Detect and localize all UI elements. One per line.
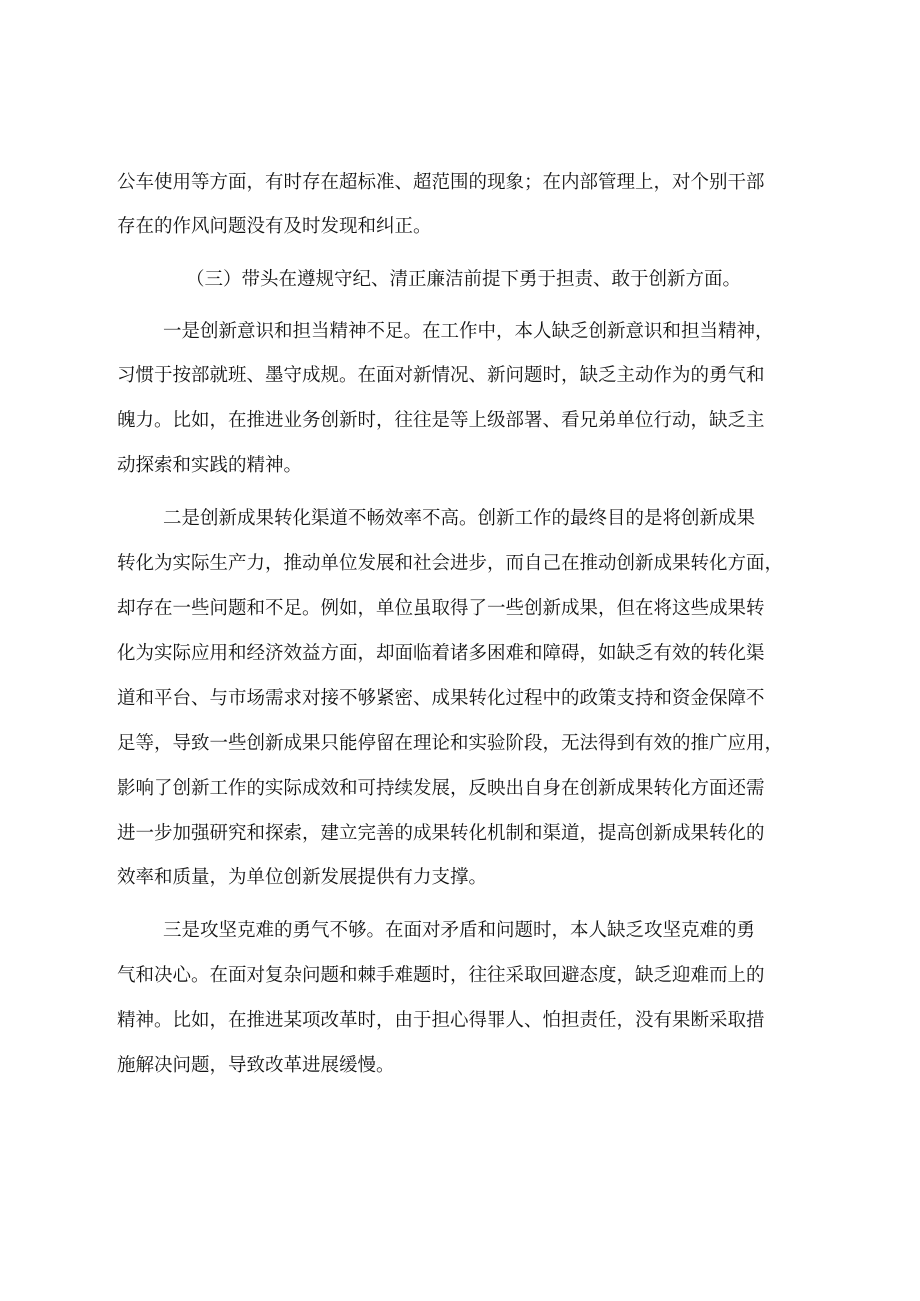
text-line: 存在的作风问题没有及时发现和纠正。 xyxy=(117,216,432,237)
text-line: 动探索和实践的精神。 xyxy=(117,455,303,476)
text-line: 精神。比如，在推进某项改革时，由于担心得罪人、怕担责任，没有果断采取措 xyxy=(117,1010,765,1031)
text-line: 却存在一些问题和不足。例如，单位虽取得了一些创新成果，但在将这些成果转 xyxy=(117,598,765,619)
paragraph-first-line: 二是创新成果转化渠道不畅效率不高。创新工作的最终目的是将创新成果 xyxy=(163,508,756,529)
paragraph-first-line: 一是创新意识和担当精神不足。在工作中，本人缺乏创新意识和担当精神， xyxy=(163,321,774,342)
text-line: 施解决问题，导致改革进展缓慢。 xyxy=(117,1055,395,1076)
section-heading: （三）带头在遵规守纪、清正廉洁前提下勇于担责、敢于创新方面。 xyxy=(186,269,742,290)
text-line: 道和平台、与市场需求对接不够紧密、成果转化过程中的政策支持和资金保障不 xyxy=(117,688,765,709)
text-line: 影响了创新工作的实际成效和可持续发展，反映出自身在创新成果转化方面还需 xyxy=(117,778,765,799)
document-body xyxy=(117,0,817,1076)
text-line: 转化为实际生产力，推动单位发展和社会进步，而自己在推动创新成果转化方面， xyxy=(117,553,784,574)
text-line: 化为实际应用和经济效益方面，却面临着诸多困难和障碍，如缺乏有效的转化渠 xyxy=(117,643,765,664)
text-line: 效率和质量，为单位创新发展提供有力支撑。 xyxy=(117,867,488,888)
text-line: 习惯于按部就班、墨守成规。在面对新情况、新问题时，缺乏主动作为的勇气和 xyxy=(117,365,765,386)
text-line: 进一步加强研究和探索，建立完善的成果转化机制和渠道，提高创新成果转化的 xyxy=(117,823,765,844)
text-line: 足等，导致一些创新成果只能停留在理论和实验阶段，无法得到有效的推广应用， xyxy=(117,733,784,754)
text-line: 魄力。比如，在推进业务创新时，往往是等上级部署、看兄弟单位行动，缺乏主 xyxy=(117,410,765,431)
text-line: 公车使用等方面，有时存在超标准、超范围的现象；在内部管理上，对个别干部 xyxy=(117,172,765,193)
paragraph-first-line: 三是攻坚克难的勇气不够。在面对矛盾和问题时，本人缺乏攻坚克难的勇 xyxy=(163,920,756,941)
text-line: 气和决心。在面对复杂问题和棘手难题时，往往采取回避态度，缺乏迎难而上的 xyxy=(117,965,765,986)
